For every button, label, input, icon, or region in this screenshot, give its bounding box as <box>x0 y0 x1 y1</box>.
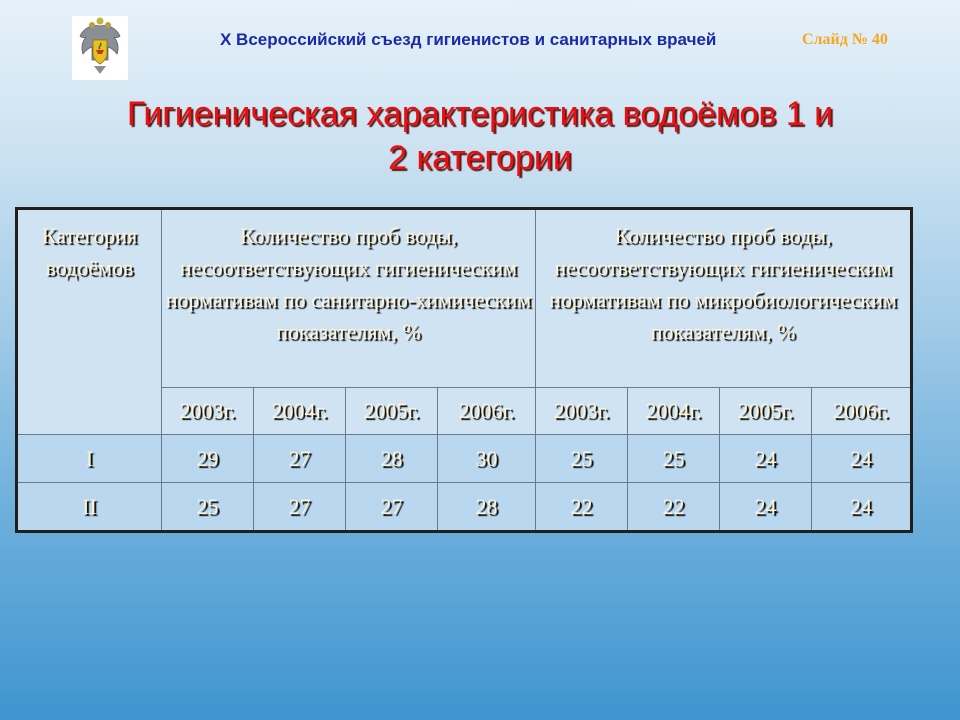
year-header: 2005г. <box>346 388 438 435</box>
year-header: 2006г. <box>812 388 912 435</box>
table-row <box>17 483 912 532</box>
event-title: X Всероссийский съезд гигиенистов и санитарных врачей <box>220 30 717 49</box>
category-cell: I <box>17 435 162 483</box>
year-header: 2004г. <box>254 388 346 435</box>
year-header: 2006г. <box>438 388 536 435</box>
year-header: 2003г. <box>536 388 628 435</box>
value-cell: 22 <box>536 483 628 532</box>
category-cell: II <box>17 483 162 532</box>
value-cell: 25 <box>628 435 720 483</box>
slide-title-line-2: 2 категории <box>388 139 572 177</box>
table-row <box>17 435 912 483</box>
value-cell: 28 <box>346 435 438 483</box>
coat-of-arms-emblem-icon <box>72 16 128 80</box>
microbiological-indicators-header: Количество проб воды, несоответствующих гигиеническим нормативам по микробиологическим показателям, % <box>536 209 912 388</box>
value-cell: 22 <box>628 483 720 532</box>
value-cell: 24 <box>720 483 812 532</box>
value-cell: 28 <box>438 483 536 532</box>
water-bodies-table <box>15 207 913 533</box>
value-cell: 30 <box>438 435 536 483</box>
value-cell: 25 <box>162 483 254 532</box>
table-header-row <box>17 209 912 388</box>
slide-title <box>40 92 920 180</box>
value-cell: 24 <box>720 435 812 483</box>
slide-number: Слайд № 40 <box>802 31 888 48</box>
value-cell: 24 <box>812 483 912 532</box>
year-header: 2004г. <box>628 388 720 435</box>
slide-title-line-1: Гигиеническая характеристика водоёмов 1 и <box>126 95 834 133</box>
value-cell: 27 <box>346 483 438 532</box>
emblem <box>72 16 128 80</box>
category-header: Категория водоёмов <box>17 209 162 435</box>
value-cell: 25 <box>536 435 628 483</box>
value-cell: 24 <box>812 435 912 483</box>
year-header: 2003г. <box>162 388 254 435</box>
value-cell: 27 <box>254 483 346 532</box>
year-header: 2005г. <box>720 388 812 435</box>
chemical-indicators-header: Количество проб воды, несоответствующих гигиеническим нормативам по санитарно-химическим показателям, % <box>162 209 536 388</box>
value-cell: 27 <box>254 435 346 483</box>
value-cell: 29 <box>162 435 254 483</box>
